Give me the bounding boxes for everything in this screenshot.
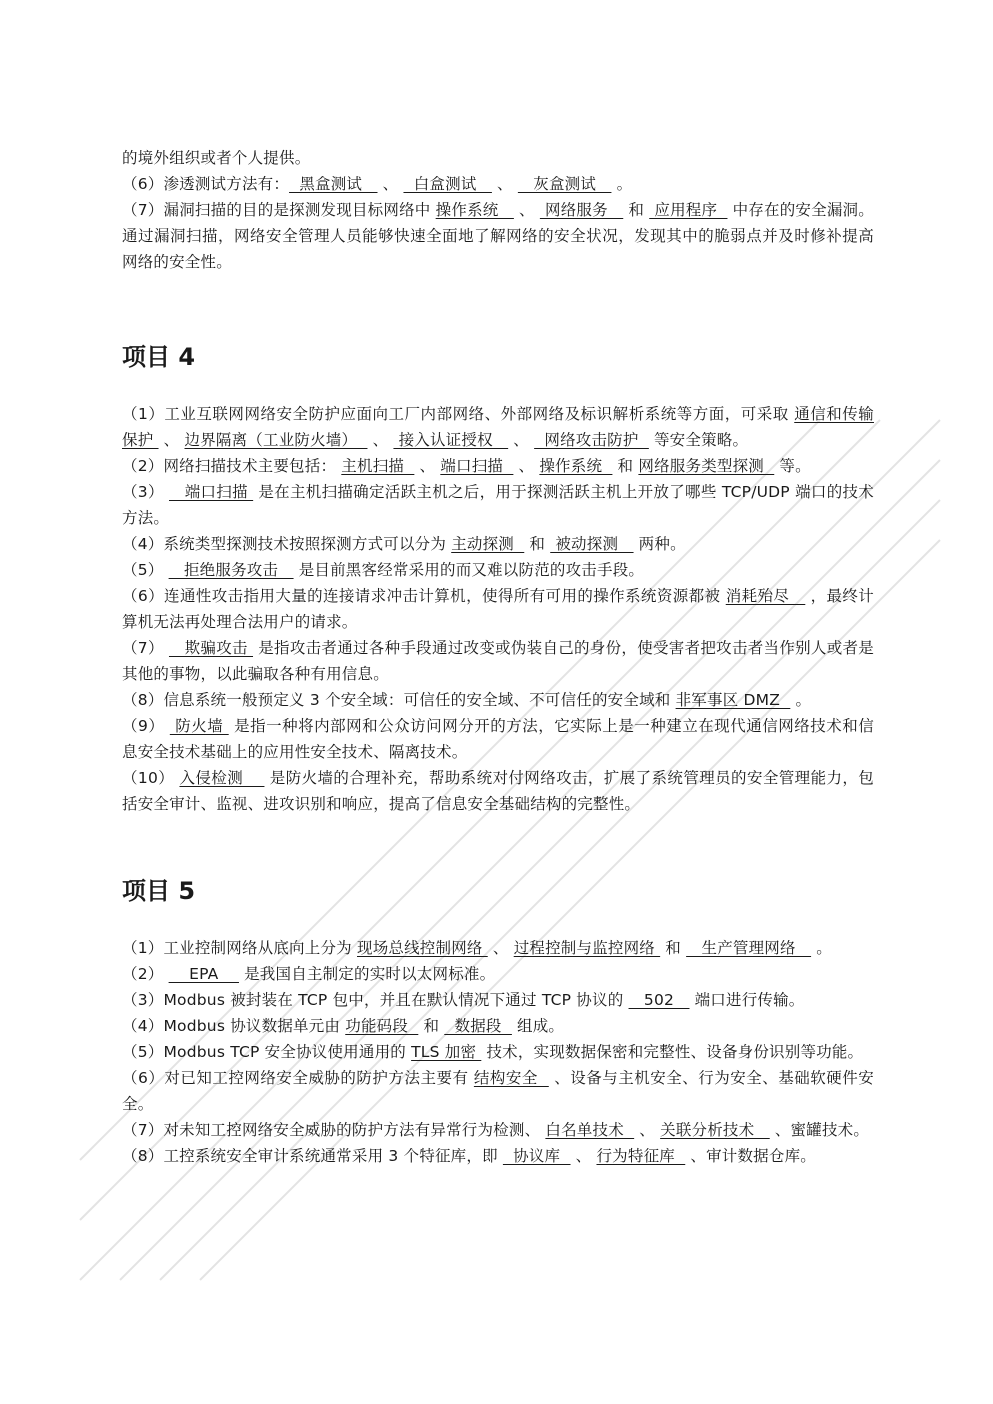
item-text: （7）对未知工控网络安全威胁的防护方法有异常行为检测、 — [122, 1121, 546, 1139]
list-item — [122, 531, 874, 557]
intro-block — [122, 145, 874, 275]
item-text: 、 — [508, 431, 535, 449]
item-text: 是防火墙的合理补充，帮助系统对付网络攻击，扩展了系统管理员的安全管理能力，包括安全审计、监视、进攻识别和响应，提高了信息安全基础结构的完整性。 — [122, 769, 875, 813]
item-list — [122, 935, 874, 1169]
answer-blank: 功能码段 — [345, 1017, 419, 1035]
list-item — [122, 557, 874, 583]
item-text: 技术，实现数据保密和完整性、设备身份识别等功能。 — [481, 1043, 864, 1061]
answer-blank: 网络攻击防护 — [534, 431, 649, 449]
answer-blank: 欺骗攻击 — [168, 639, 254, 657]
list-item — [122, 765, 874, 817]
item-text: 组成。 — [511, 1017, 565, 1035]
item-text: 。 — [611, 175, 633, 193]
item-text: 、 — [570, 1147, 597, 1165]
item-text: 和 — [524, 535, 551, 553]
item-text: （4）Modbus 协议数据单元由 — [122, 1017, 346, 1035]
answer-blank: 数据段 — [444, 1017, 512, 1035]
answer-blank: 灰盒测试 — [517, 175, 612, 193]
item-text: 两种。 — [633, 535, 686, 553]
item-text: （1）工业控制网络从底向上分为 — [122, 939, 357, 957]
item-text: （6）对已知工控网络安全威胁的防护方法主要有 — [122, 1069, 474, 1087]
item-text: 、 — [491, 175, 518, 193]
section-title: 项目 5 — [122, 877, 196, 905]
list-item — [122, 961, 874, 987]
answer-blank: 消耗殆尽 — [725, 587, 806, 605]
answer-blank: TLS 加密 — [411, 1043, 482, 1061]
list-item — [122, 713, 874, 765]
answer-blank: 生产管理网络 — [686, 939, 812, 957]
item-text: （3） — [122, 483, 169, 501]
list-item — [122, 479, 874, 531]
item-text: （5） — [122, 561, 169, 579]
item-text: （1）工业互联网网络安全防护应面向工厂内部网络、外部网络及标识解析系统等方面，可采取 — [122, 405, 795, 423]
item-text: 、 — [414, 457, 441, 475]
list-item — [122, 1039, 874, 1065]
answer-blank: 行为特征库 — [596, 1147, 686, 1165]
item-text: 、 — [367, 431, 394, 449]
item-text: ，最终计算机无法再处理合法用户的请求。 — [122, 587, 875, 631]
item-text: （2）网络扫描技术主要包括： — [122, 457, 342, 475]
item-text: 、 — [487, 939, 514, 957]
item-text: 端口进行传输。 — [689, 991, 805, 1009]
answer-blank: 现场总线控制网络 — [357, 939, 488, 957]
item-text: 、蜜罐技术。 — [769, 1121, 870, 1139]
item-text: （6）连通性攻击指用大量的连接请求冲击计算机，使得所有可用的操作系统资源都被 — [122, 587, 726, 605]
item-text: 。 — [790, 691, 812, 709]
section-project-5 — [122, 875, 874, 1169]
answer-blank: 端口扫描 — [169, 483, 254, 501]
item-text: 和 — [418, 1017, 445, 1035]
answer-blank: 结构安全 — [473, 1069, 549, 1087]
item-text: 和 — [660, 939, 687, 957]
answer-blank: 入侵检测 — [179, 769, 265, 787]
answer-blank: 白盒测试 — [403, 175, 492, 193]
item-text: 、 — [513, 201, 540, 219]
list-item — [122, 1143, 874, 1169]
item-text: （5）Modbus TCP 安全协议使用通用的 — [122, 1043, 412, 1061]
section-title: 项目 4 — [122, 343, 196, 371]
item-text: （7）漏洞扫描的目的是探测发现目标网络中 — [122, 201, 436, 219]
answer-blank: 非军事区 DMZ — [675, 691, 791, 709]
item-text: （8）信息系统一般预定义 3 个安全域：可信任的安全域、不可信任的安全域和 — [122, 691, 676, 709]
answer-blank: 协议库 — [502, 1147, 571, 1165]
list-item — [122, 1065, 874, 1117]
answer-blank: 防火墙 — [169, 717, 229, 735]
item-text: 是指攻击者通过各种手段通过改变或伪装自己的身份，使受害者把攻击者当作别人或者是其他的事物，以此骗取各种有用信息。 — [122, 639, 875, 683]
answer-blank: 端口扫描 — [440, 457, 514, 475]
answer-blank: 拒绝服务攻击 — [168, 561, 294, 579]
list-item — [122, 687, 874, 713]
item-text: 、 — [158, 431, 185, 449]
item-text: （10） — [122, 769, 180, 787]
section-project-4 — [122, 341, 874, 817]
item-text: 是我国自主制定的实时以太网标准。 — [238, 965, 496, 983]
answer-blank: 关联分析技术 — [660, 1121, 770, 1139]
item-text: （7） — [122, 639, 169, 657]
item-text: 的境外组织或者个人提供。 — [122, 149, 311, 167]
list-item — [122, 453, 874, 479]
item-text: 和 — [612, 457, 639, 475]
answer-blank: 操作系统 — [539, 457, 613, 475]
list-item — [122, 145, 874, 171]
answer-blank: 边界隔离（工业防火墙） — [184, 431, 368, 449]
item-text: （4）系统类型探测技术按照探测方式可以分为 — [122, 535, 452, 553]
item-text: 和 — [623, 201, 650, 219]
list-item — [122, 1013, 874, 1039]
answer-blank: 白名单技术 — [545, 1121, 635, 1139]
list-item — [122, 1117, 874, 1143]
item-text: （8）工控系统安全审计系统通常采用 3 个特征库，即 — [122, 1147, 503, 1165]
item-text: 、 — [377, 175, 404, 193]
answer-blank: 网络服务 — [539, 201, 624, 219]
item-text: 中存在的安全漏洞。通过漏洞扫描，网络安全管理人员能够快速全面地了解网络的安全状况，发现其中的脆弱点并及时修补提高网络的安全性。 — [122, 201, 874, 271]
answer-blank: 黑盒测试 — [289, 175, 378, 193]
list-item — [122, 171, 874, 197]
answer-blank: 操作系统 — [435, 201, 514, 219]
list-item — [122, 197, 874, 275]
answer-blank: 网络服务类型探测 — [638, 457, 775, 475]
item-text: 、审计数据仓库。 — [685, 1147, 816, 1165]
answer-blank: 接入认证授权 — [393, 431, 509, 449]
answer-blank: 主机扫描 — [341, 457, 415, 475]
item-text: 等安全策略。 — [648, 431, 749, 449]
item-list — [122, 401, 874, 817]
answer-blank: 被动探测 — [550, 535, 634, 553]
list-item — [122, 935, 874, 961]
item-text: （2） — [122, 965, 169, 983]
item-text: （9） — [122, 717, 170, 735]
answer-blank: 通信和传输保护 — [122, 405, 874, 449]
item-text: 等。 — [774, 457, 811, 475]
answer-blank: 应用程序 — [649, 201, 728, 219]
answer-blank: 主动探测 — [451, 535, 525, 553]
item-text: 是目前黑客经常采用的而又难以防范的攻击手段。 — [293, 561, 645, 579]
answer-blank: EPA — [168, 965, 239, 983]
item-text: 。 — [811, 939, 832, 957]
item-text: （3）Modbus 被封装在 TCP 包中，并且在默认情况下通过 TCP 协议的 — [122, 991, 629, 1009]
answer-blank: 502 — [628, 991, 690, 1009]
list-item — [122, 987, 874, 1013]
item-text: 、 — [634, 1121, 661, 1139]
item-text: 是指一种将内部网和公众访问网分开的方法，它实际上是一种建立在现代通信网络技术和信息安全技术基础上的应用性安全技术、隔离技术。 — [122, 717, 875, 761]
list-item — [122, 635, 874, 687]
answer-blank: 过程控制与监控网络 — [513, 939, 661, 957]
list-item — [122, 401, 874, 453]
item-text: 、 — [513, 457, 540, 475]
item-text: 、设备与主机安全、行为安全、基础软硬件安全。 — [122, 1069, 874, 1113]
item-text: 是在主机扫描确定活跃主机之后，用于探测活跃主机上开放了哪些 TCP/UDP 端口的技术方法。 — [122, 483, 874, 527]
item-text: （6）渗透测试方法有： — [122, 175, 290, 193]
list-item — [122, 583, 874, 635]
